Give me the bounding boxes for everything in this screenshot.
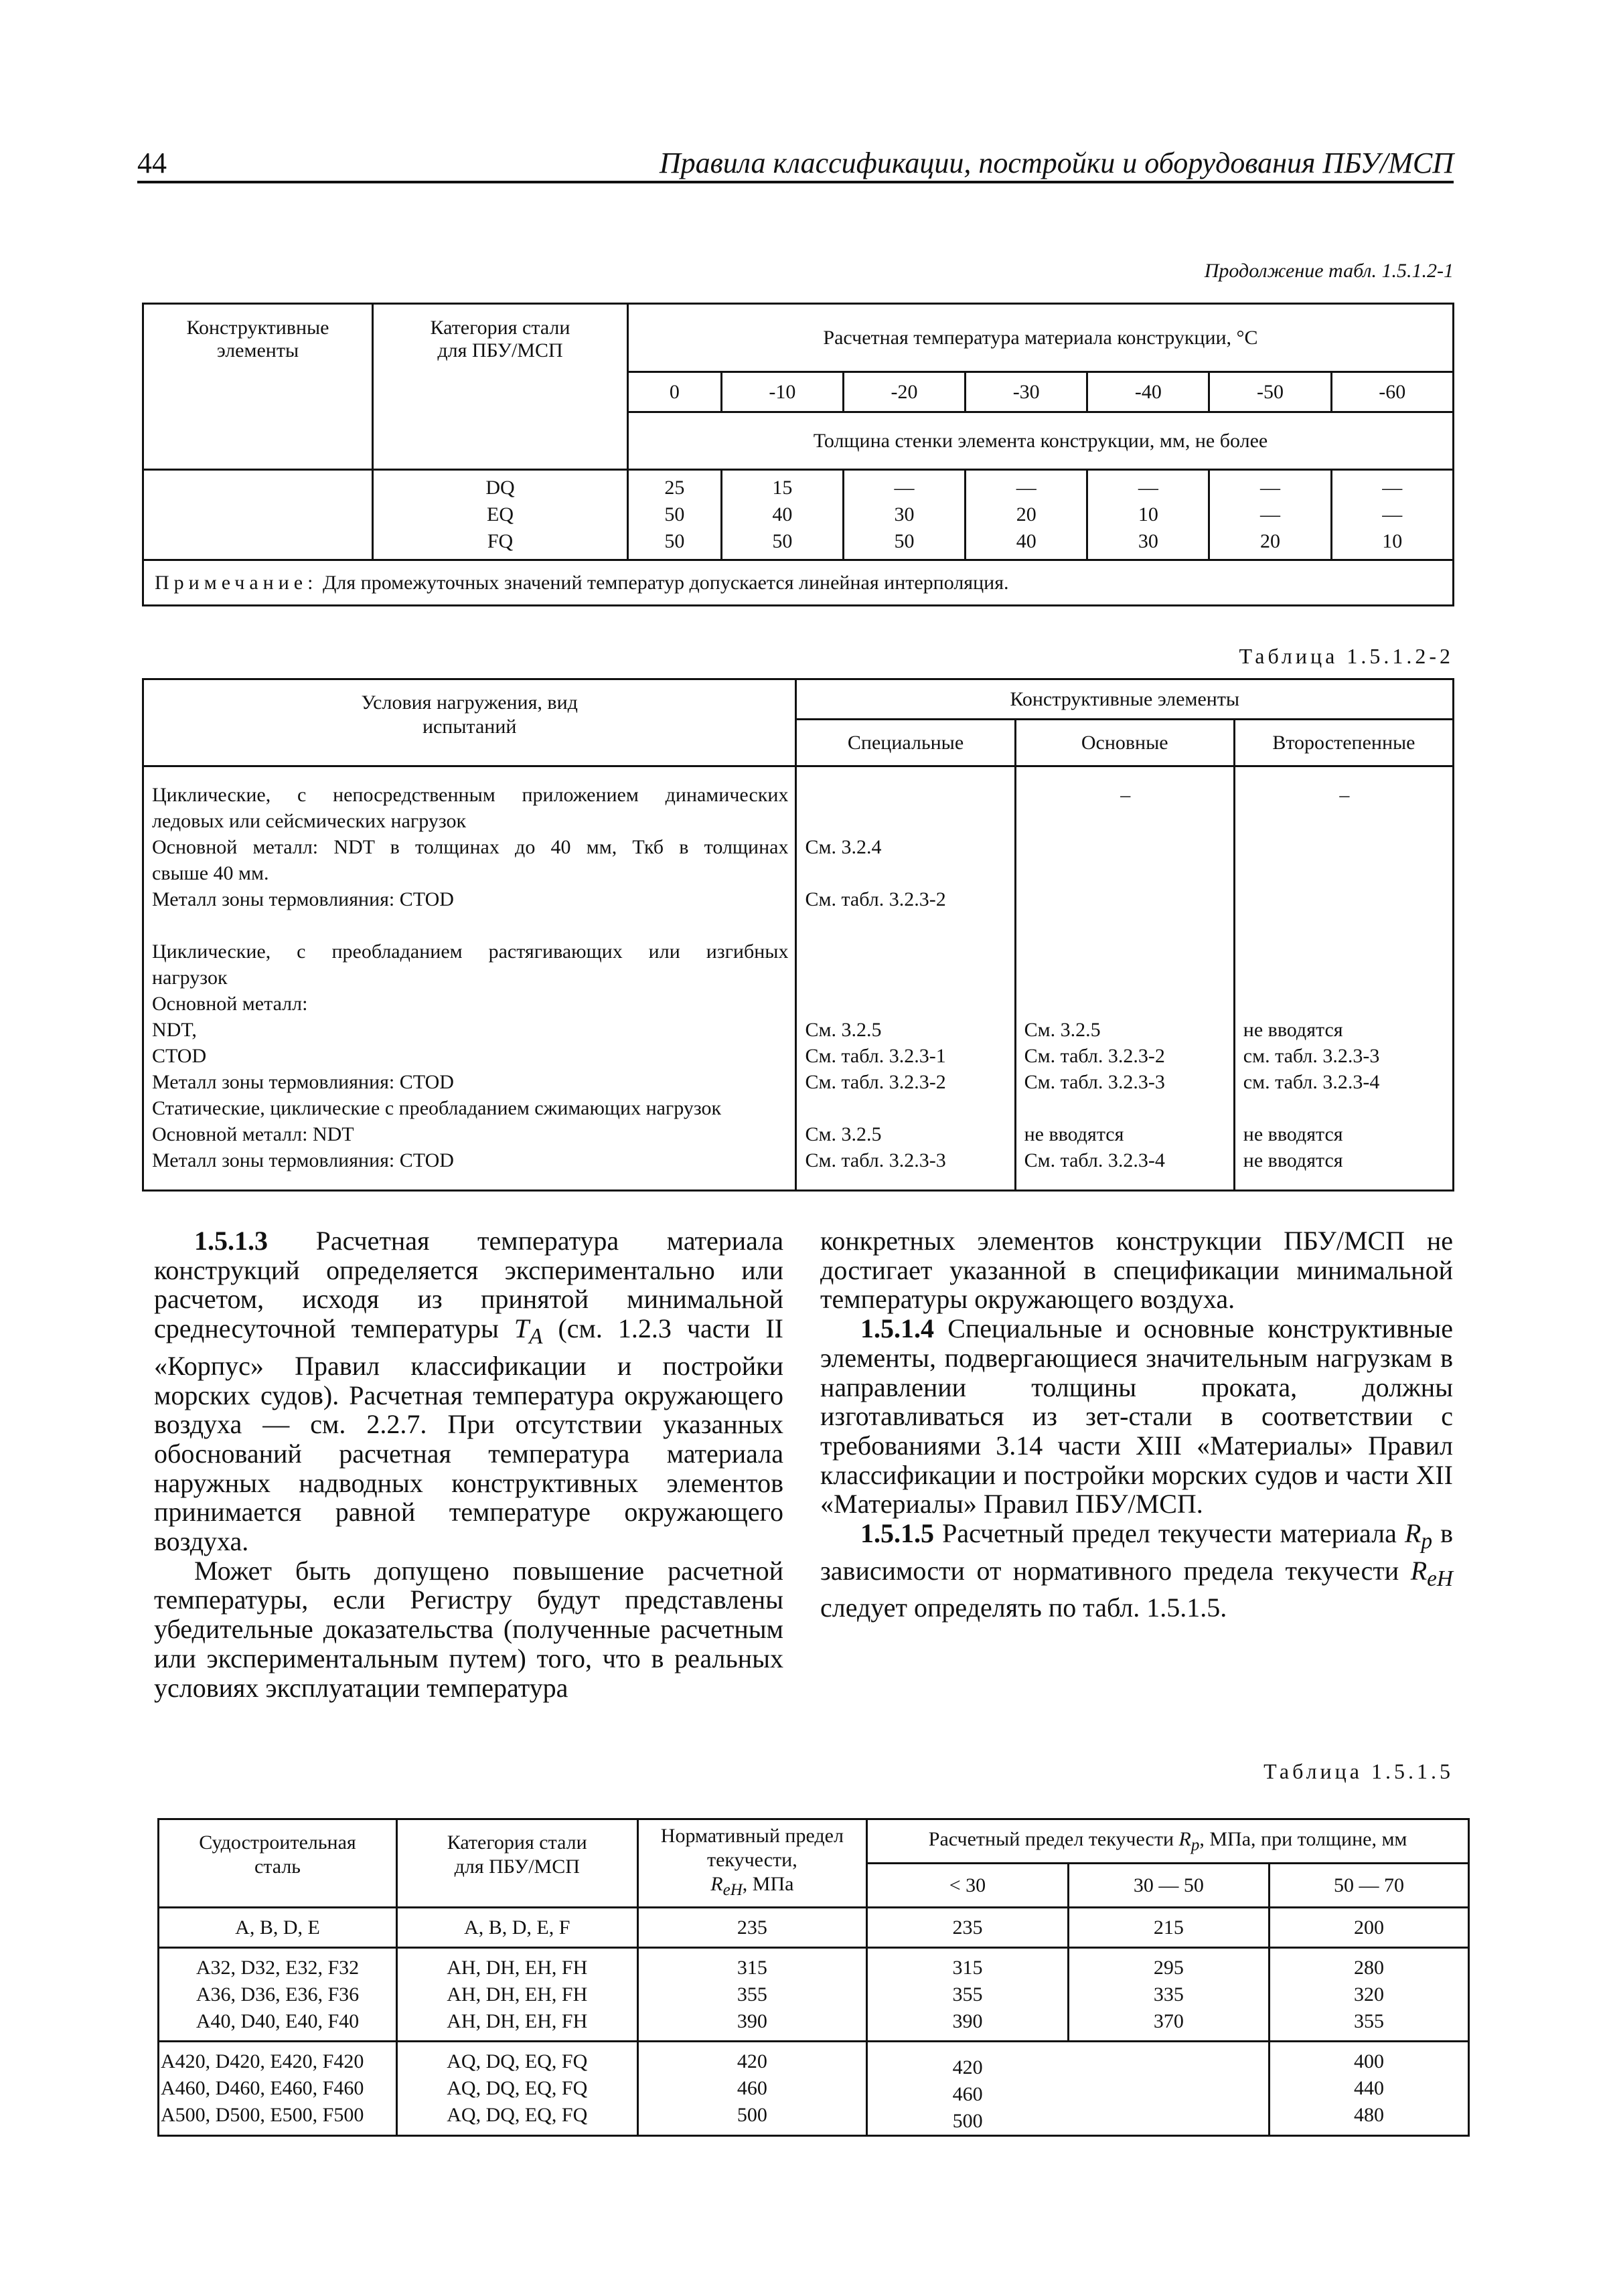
secondary-line [1243,938,1446,965]
text-run: в зависимости от нормативного предела текучести [820,1518,1453,1586]
steel-cell [159,2042,397,2136]
value-cell [1270,2042,1469,2136]
steel-line: A36, D36, E36, F36 [196,1983,360,2005]
secondary-line [1243,834,1446,860]
range-header: 50 — 70 [1270,1864,1469,1908]
temp-cell: -20 [843,372,965,412]
value: 355 [737,1983,767,2005]
section-number: 1.5.1.3 [194,1226,268,1256]
condition-line: Основной металл: NDT [152,1123,354,1145]
secondary-line [1243,965,1446,991]
secondary-line: см. табл. 3.2.3-3 [1243,1045,1380,1067]
steel-line: A420, D420, E420, F420 [161,2050,364,2072]
value: 440 [1354,2077,1385,2099]
value-cell [867,1948,1068,2042]
thickness-cell [966,470,1087,560]
value: 280 [1354,1956,1385,1979]
main-line: См. 3.2.5 [1024,1019,1101,1041]
condition-line: Циклические, с преобладанием растягивающих или изгибных [152,940,789,963]
header-cell [373,304,628,470]
steel-line: A32, D32, E32, F32 [196,1956,360,1979]
value: — [1138,477,1158,499]
value: 40 [1016,530,1037,552]
secondary-line [1243,860,1446,886]
special-line [805,991,1007,1017]
main-line: См. табл. 3.2.3-4 [1024,1149,1165,1171]
value: 500 [737,2104,767,2126]
thickness-cell [1087,470,1209,560]
value: 320 [1354,1983,1385,2005]
math-var: Т [514,1313,530,1344]
condition-line: ледовых или сейсмических нагрузок [152,810,467,832]
category-line: AQ, DQ, EQ, FQ [447,2050,588,2072]
math-sub: А [529,1324,543,1349]
value: 315 [737,1956,767,1979]
value: — [1016,477,1037,499]
paragraph-1-5-1-5 [820,1519,1453,1623]
steel-line: A500, D500, E500, F500 [161,2104,364,2126]
secondary-line [1243,1095,1446,1121]
category-cell [373,470,628,560]
value: 295 [1153,1956,1184,1979]
condition-line: Металл зоны термовлияния: CTOD [152,1071,454,1093]
text-run: (см. 1.2.3 части II «Корпус» Правил классификации и постройки морских судов). Расчетная температура окружающего воздуха — см. 2.2.7. При отсутствии указанных обоснований расчетная температура материала наружных надводных конструктивных элементов принимается равной температуре окружающего воздуха. [154,1313,783,1557]
running-title: Правила классификации, постройки и оборудования ПБУ/МСП [659,147,1454,179]
main-line [1024,860,1227,886]
main-line [1024,1095,1227,1121]
value: 15 [772,477,793,499]
secondary-line: см. табл. 3.2.3-4 [1243,1071,1380,1093]
value: 500 [952,2110,983,2132]
header-special: Специальные [796,720,1015,766]
temp-cell: -40 [1087,372,1209,412]
table-steel-category-thickness [142,303,1454,606]
category-line: AH, DH, EH, FH [447,1983,588,2005]
thickness-cell [721,470,843,560]
value: 25 [664,477,685,499]
header-rule [137,181,1454,183]
value: 480 [1354,2104,1385,2126]
secondary-column [1234,766,1453,1191]
secondary-line [1243,912,1446,938]
condition-line [152,912,788,938]
header-elements: Конструктивные элементы [796,679,1454,720]
paragraph-1-5-1-3 [154,1226,783,1556]
secondary-line: не вводятся [1243,1019,1343,1041]
math-var: R [710,1873,723,1895]
category-line: AQ, DQ, EQ, FQ [447,2104,588,2126]
table1-caption: Продолжение табл. 1.5.1.2-1 [1204,260,1454,282]
header-main: Основные [1015,720,1234,766]
condition-line: Металл зоны термовлияния: CTOD [152,888,454,910]
temp-cell: -60 [1331,372,1453,412]
text-run: Расчетный предел текучести [928,1827,1179,1850]
special-line: См. 3.2.4 [805,836,882,858]
value: — [1382,477,1403,499]
text-run: Специальные и основные конструктивные элементы, подвергающиеся значительным нагрузкам в направлении толщины проката, должны изготавливаться из зет-стали в соответствии с требованиями 3.14 части XIII «Материалы» Правил классификации и постройки морских судов и части XII «Материалы» Правил ПБУ/МСП. [820,1313,1453,1520]
secondary-line: – [1339,784,1350,806]
special-line: См. табл. 3.2.3-1 [805,1045,946,1067]
norm-cell [637,2042,867,2136]
range-header: < 30 [867,1864,1068,1908]
value: 315 [952,1956,983,1979]
paragraph-2-continued: конкретных элементов конструкции ПБУ/МСП не достигает указанной в спецификации минимальной температуры окружающего воздуха. [820,1226,1453,1315]
norm-cell: 235 [637,1908,867,1948]
value: 460 [737,2077,767,2099]
norm-cell [637,1948,867,2042]
main-line: См. табл. 3.2.3-3 [1024,1071,1165,1093]
table-note [143,560,1454,606]
table3-caption: Таблица 1.5.1.5 [1263,1759,1454,1783]
main-line [1024,938,1227,965]
special-line [805,808,1007,834]
math-sub: p [1191,1835,1200,1854]
category-value: EQ [487,503,514,525]
condition-line: Циклические, с непосредственным приложением динамических [152,784,789,806]
condition-line: Металл зоны термовлияния: CTOD [152,1149,454,1171]
value: — [1260,477,1280,499]
text-run: Расчетный предел текучести материала [934,1518,1405,1549]
value: 20 [1260,530,1280,552]
text-run: , МПа [742,1873,794,1895]
value: 50 [664,530,685,552]
thickness-cell [628,470,722,560]
special-line [805,912,1007,938]
category-value: FQ [487,530,514,552]
category-cell [396,2042,637,2136]
value-cell [1270,1948,1469,2042]
header-thickness: Толщина стенки элемента конструкции, мм, не более [628,412,1454,470]
value: 30 [1138,530,1158,552]
value: 390 [737,2010,767,2032]
value: 420 [952,2056,983,2078]
thickness-cell [843,470,965,560]
secondary-line [1243,991,1446,1017]
condition-line: свыше 40 мм. [152,862,269,884]
math-sub: eH [1427,1566,1453,1591]
secondary-line: не вводятся [1243,1123,1343,1145]
value-cell: 200 [1270,1908,1469,1948]
steel-line: A460, D460, E460, F460 [161,2077,364,2099]
value: 400 [1354,2050,1385,2072]
condition-line: нагрузок [152,967,228,989]
value: 40 [772,503,793,525]
value: — [1382,503,1403,525]
special-line: См. табл. 3.2.3-2 [805,1071,946,1093]
category-line: AQ, DQ, EQ, FQ [447,2077,588,2099]
condition-line: Основной металл: NDT в толщинах до 40 мм, Ткб в толщинах [152,836,789,858]
value: 30 [894,503,915,525]
value: 335 [1153,1983,1184,2005]
text-run: следует определять по табл. 1.5.1.5. [820,1592,1227,1623]
text-column-left [154,1226,783,1702]
category-line: AH, DH, EH, FH [447,2010,588,2032]
main-line [1024,912,1227,938]
text-run: , МПа, при толщине, мм [1199,1827,1407,1850]
value: 50 [772,530,793,552]
value-cell: 235 [867,1908,1068,1948]
special-line: См. 3.2.5 [805,1019,882,1041]
header-steel: Судостроительная сталь [199,1831,356,1878]
empty-cell [143,470,373,560]
main-line [1024,808,1227,834]
value: 420 [737,2050,767,2072]
special-line [805,1095,1007,1121]
math-sub: p [1421,1529,1433,1554]
header-conditions-cell [143,679,796,766]
condition-line: CTOD [152,1045,207,1067]
header-category-cell [396,1819,637,1908]
table-loading-conditions [142,678,1454,1192]
special-line: См. табл. 3.2.3-2 [805,888,946,910]
category-cell [396,1948,637,2042]
header-norm-cell [637,1819,867,1908]
special-line: См. табл. 3.2.3-3 [805,1149,946,1171]
special-line [805,782,1007,808]
secondary-line [1243,808,1446,834]
category-line: AH, DH, EH, FH [447,1956,588,1979]
math-sub: eH [722,1881,743,1899]
secondary-line: не вводятся [1243,1149,1343,1171]
value: 10 [1382,530,1403,552]
value: 355 [1354,2010,1385,2032]
header-norm: Нормативный предел текучести, [660,1825,844,1871]
section-number: 1.5.1.4 [860,1313,934,1344]
header-conditions: Условия нагружения, вид испытаний [361,691,578,738]
value: 370 [1153,2010,1184,2032]
value: — [1260,503,1280,525]
condition-line: NDT, [152,1019,197,1041]
secondary-line [1243,886,1446,912]
text-run: Расчетная температура материала конструкций определяется экспериментально или расчетом, исходя из принятой минимальной среднесуточной температуры [154,1226,783,1344]
header-secondary: Второстепенные [1234,720,1453,766]
value-cell [1068,1948,1269,2042]
math-var: R [1178,1827,1191,1850]
special-line [805,938,1007,965]
temp-cell: -30 [966,372,1087,412]
value: 50 [664,503,685,525]
value: — [894,477,915,499]
special-line [805,860,1007,886]
table2-caption: Таблица 1.5.1.2-2 [1239,644,1454,668]
paragraph-1-5-1-4 [820,1314,1453,1519]
math-var: R [1404,1518,1422,1549]
value-cell: 215 [1068,1908,1269,1948]
special-line [805,965,1007,991]
value: 390 [952,2010,983,2032]
text-column-right [820,1226,1453,1623]
main-line [1024,965,1227,991]
category-cell: A, B, D, E, F [396,1908,637,1948]
value: 10 [1138,503,1158,525]
main-line [1024,991,1227,1017]
steel-cell [159,1948,397,2042]
section-number: 1.5.1.5 [860,1518,934,1549]
conditions-column [143,766,796,1191]
note-text: Для промежуточных значений температур допускается линейная интерполяция. [322,571,1009,594]
steel-cell: A, B, D, E [159,1908,397,1948]
range-header: 30 — 50 [1068,1864,1269,1908]
value: 50 [894,530,915,552]
steel-line: A40, D40, E40, F40 [196,2010,360,2032]
header-elements: Конструктивные элементы [186,317,329,361]
header-steel-cell [159,1819,397,1908]
header-category: Категория стали для ПБУ/МСП [430,317,570,361]
thickness-cell [1209,470,1331,560]
header-category: Категория стали для ПБУ/МСП [447,1831,587,1878]
table-yield-strength [157,1818,1470,2137]
main-line: не вводятся [1024,1123,1124,1145]
value: 20 [1016,503,1037,525]
paragraph-2: Может быть допущено повышение расчетной температуры, если Регистру будут представлены убедительные доказательства (полученные расчетным или экспериментальным путем) того, что в реальных условиях эксплуатации температура [154,1555,783,1703]
main-column [1015,766,1234,1191]
note-label: Примечание: [155,571,318,594]
special-line: См. 3.2.5 [805,1123,882,1145]
thickness-cell [1331,470,1453,560]
special-column [796,766,1015,1191]
math-var: R [1410,1555,1428,1586]
condition-line: Основной металл: [152,993,308,1015]
header-temperature: Расчетная температура материала конструкции, °С [628,304,1454,372]
temp-cell: -50 [1209,372,1331,412]
value: 355 [952,1983,983,2005]
main-line [1024,834,1227,860]
temp-cell: 0 [628,372,722,412]
main-line: См. табл. 3.2.3-2 [1024,1045,1165,1067]
category-value: DQ [485,477,515,499]
temp-cell: -10 [721,372,843,412]
value: 460 [952,2083,983,2105]
header-calc-cell [867,1819,1469,1864]
header-cell [143,304,373,470]
main-line [1024,886,1227,912]
merged-value-cell [867,2042,1270,2136]
condition-line: Статические, циклические с преобладанием сжимающих нагрузок [152,1097,722,1119]
main-line: – [1120,784,1131,806]
page-number: 44 [137,147,167,179]
